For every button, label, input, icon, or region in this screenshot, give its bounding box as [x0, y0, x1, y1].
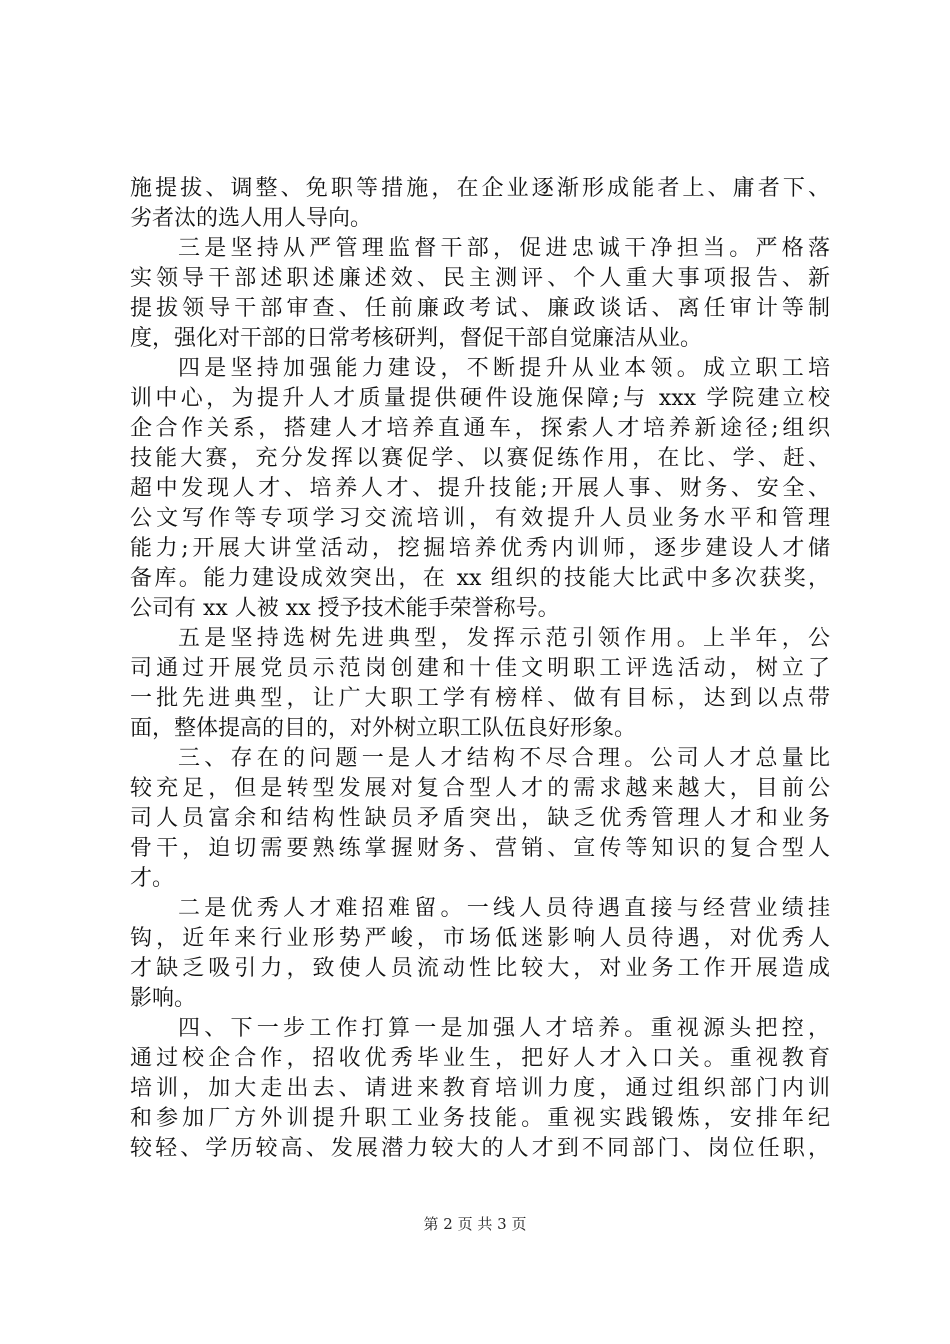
document-body [130, 174, 830, 1164]
text-line: 三、存在的问题一是人才结构不尽合理。公司人才总量比 [178, 746, 830, 771]
text-line: 企合作关系，搭建人才培养直通车，探索人才培养新途径;组织 [130, 416, 830, 441]
text-line: 公文写作等专项学习交流培训，有效提升人员业务水平和管理 [130, 506, 830, 531]
text-line: 技能大赛，充分发挥以赛促学、以赛促练作用，在比、学、赶、 [130, 446, 830, 471]
text-line: 二是优秀人才难招难留。一线人员待遇直接与经营业绩挂 [178, 896, 830, 921]
text-line: 骨干，迫切需要熟练掌握财务、营销、宣传等知识的复合型人 [130, 836, 830, 861]
text-line: 面，整体提高的目的，对外树立职工队伍良好形象。 [130, 716, 637, 741]
text-line: 影响。 [130, 986, 197, 1011]
text-line: 三是坚持从严管理监督干部，促进忠诚干净担当。严格落 [178, 236, 830, 261]
text-line: 实领导干部述职述廉述效、民主测评、个人重大事项报告、新 [130, 266, 830, 291]
text-line: 五是坚持选树先进典型，发挥示范引领作用。上半年，公 [178, 626, 830, 651]
text-line: 提拔领导干部审查、任前廉政考试、廉政谈话、离任审计等制 [130, 296, 830, 321]
text-line: 才。 [130, 866, 175, 891]
text-line: 培训，加大走出去、请进来教育培训力度，通过组织部门内训 [130, 1076, 830, 1101]
text-line: 四是坚持加强能力建设，不断提升从业本领。成立职工培 [178, 356, 830, 381]
text-line: 和参加厂方外训提升职工业务技能。重视实践锻炼，安排年纪 [130, 1106, 830, 1131]
text-line: 钩，近年来行业形势严峻，市场低迷影响人员待遇，对优秀人 [130, 926, 830, 951]
text-line: 才缺乏吸引力，致使人员流动性比较大，对业务工作开展造成 [130, 956, 830, 981]
text-line: 一批先进典型，让广大职工学有榜样、做有目标，达到以点带 [130, 686, 830, 711]
text-line: 四、下一步工作打算一是加强人才培养。重视源头把控， [178, 1016, 830, 1041]
text-line: 较轻、学历较高、发展潜力较大的人才到不同部门、岗位任职， [130, 1136, 830, 1161]
text-line: 通过校企合作，招收优秀毕业生，把好人才入口关。重视教育 [130, 1046, 830, 1071]
text-line: 度，强化对干部的日常考核研判，督促干部自觉廉洁从业。 [130, 326, 703, 351]
text-line: 施提拔、调整、免职等措施，在企业逐渐形成能者上、庸者下、 [130, 176, 830, 201]
text-line: 司人员富余和结构性缺员矛盾突出，缺乏优秀管理人才和业务 [130, 806, 830, 831]
page-footer: 第 2 页 共 3 页 [423, 1215, 527, 1233]
text-line: 劣者汰的选人用人导向。 [130, 206, 373, 231]
text-line: 司通过开展党员示范岗创建和十佳文明职工评选活动，树立了 [130, 656, 830, 681]
text-line: 训中心，为提升人才质量提供硬件设施保障;与 xxx 学院建立校 [130, 386, 830, 411]
text-line: 备库。能力建设成效突出，在 xx 组织的技能大比武中多次获奖， [130, 566, 830, 591]
text-line: 公司有 xx 人被 xx 授予技术能手荣誉称号。 [130, 596, 560, 621]
text-line: 能力;开展大讲堂活动，挖掘培养优秀内训师，逐步建设人才储 [130, 536, 830, 561]
text-line: 超中发现人才、培养人才、提升技能;开展人事、财务、安全、 [130, 476, 830, 501]
text-line: 较充足，但是转型发展对复合型人才的需求越来越大，目前公 [130, 776, 830, 801]
